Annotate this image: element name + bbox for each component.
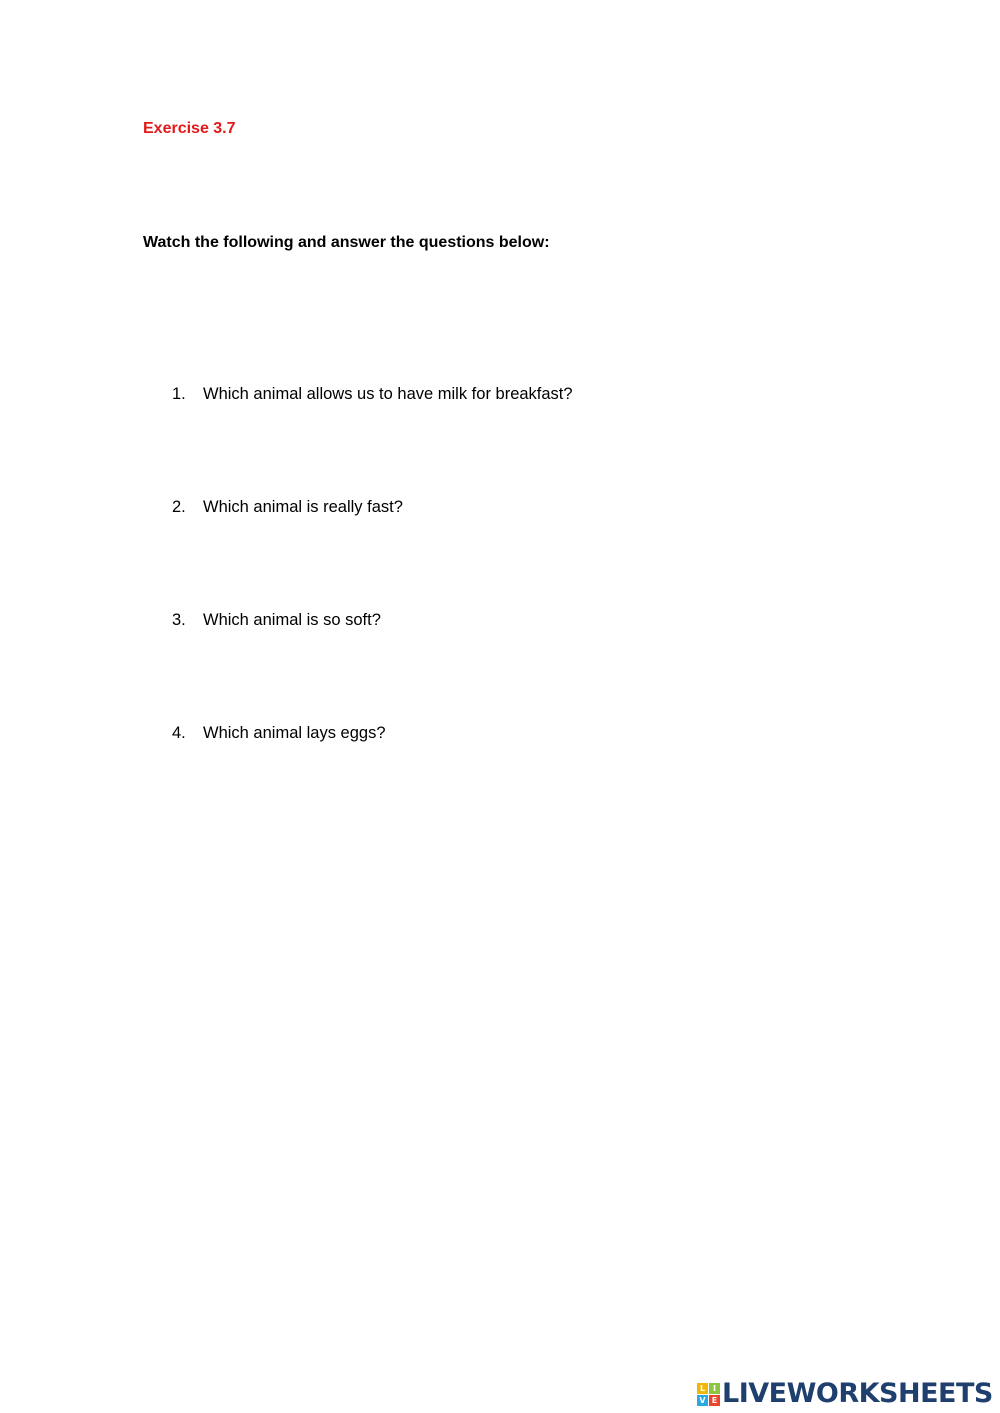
instruction-text: Watch the following and answer the questions below: xyxy=(143,234,550,251)
logo-letter: E xyxy=(709,1395,720,1406)
question-text: Which animal allows us to have milk for breakfast? xyxy=(203,385,573,403)
exercise-title: Exercise 3.7 xyxy=(143,120,236,137)
brand-name: LIVEWORKSHEETS xyxy=(722,1378,993,1409)
logo-letter: V xyxy=(697,1395,708,1406)
logo-letter: I xyxy=(709,1383,720,1394)
question-text: Which animal is so soft? xyxy=(203,611,381,629)
question-number: 1. xyxy=(172,385,186,403)
question-text: Which animal lays eggs? xyxy=(203,724,386,742)
question-text: Which animal is really fast? xyxy=(203,498,403,516)
question-number: 2. xyxy=(172,498,186,516)
liveworksheets-brand xyxy=(697,1378,993,1410)
question-number: 4. xyxy=(172,724,186,742)
question-number: 3. xyxy=(172,611,186,629)
liveworksheets-logo-icon xyxy=(697,1383,720,1406)
logo-letter: L xyxy=(697,1383,708,1394)
